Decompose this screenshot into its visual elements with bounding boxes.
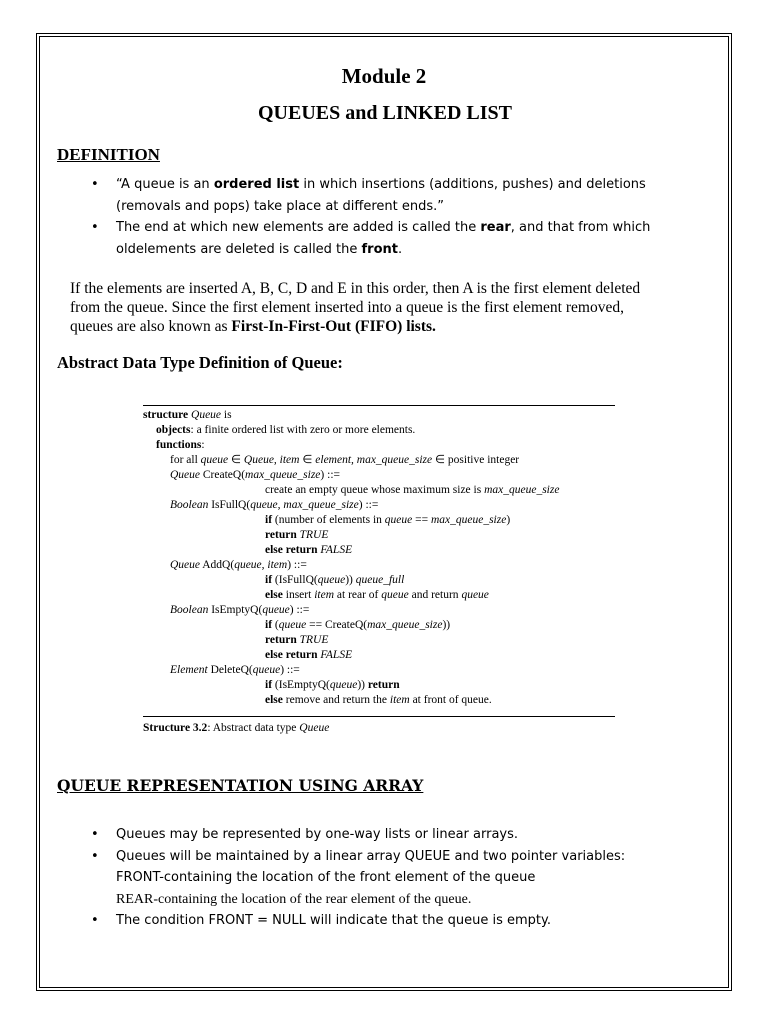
structure-line: else return FALSE bbox=[265, 649, 353, 661]
bullet-icon: • bbox=[91, 848, 99, 864]
structure-line: Boolean IsEmptyQ(queue) ::= bbox=[170, 604, 310, 616]
bullet-icon: • bbox=[91, 177, 99, 192]
structure-line: else return FALSE bbox=[265, 544, 353, 556]
structure-line: if (queue == CreateQ(max_queue_size)) bbox=[265, 619, 451, 631]
fifo-paragraph: If the elements are inserted A, B, C, D and E in this order, then A is the first element deleted from the queue. Since the first element inserted into a queue is the first element removed, queues are also known as First-In-First-Out (FIFO) lists. bbox=[70, 280, 641, 335]
bullet-icon: • bbox=[91, 913, 99, 928]
structure-line: Queue CreateQ(max_queue_size) ::= bbox=[170, 469, 341, 481]
adt-heading: Abstract Data Type Definition of Queue: bbox=[57, 353, 343, 372]
structure-line: for all queue ∈ Queue, item ∈ element, max_queue_size ∈ positive integer bbox=[170, 454, 520, 466]
structure-line: Boolean IsFullQ(queue, max_queue_size) ::= bbox=[170, 499, 379, 511]
list-item: • “A queue is an ordered list in which insertions (additions, pushes) and deletions (removals and pops) take place at different ends.” bbox=[88, 174, 650, 217]
structure-line: return TRUE bbox=[265, 529, 329, 541]
main-title: QUEUES and LINKED LIST bbox=[258, 102, 512, 124]
queue-representation-list bbox=[88, 824, 625, 932]
structure-line: objects: a finite ordered list with zero or more elements. bbox=[156, 424, 416, 436]
list-item: • Queues may be represented by one-way lists or linear arrays. bbox=[88, 824, 625, 846]
list-item: • The condition FRONT = NULL will indicate that the queue is empty. bbox=[88, 910, 625, 932]
bullet-icon: • bbox=[91, 827, 99, 842]
definition-heading: DEFINITION bbox=[57, 145, 160, 164]
structure-line: if (IsFullQ(queue)) queue_full bbox=[265, 574, 405, 586]
module-title: Module 2 bbox=[341, 64, 427, 88]
figure-bottom-rule bbox=[143, 716, 615, 717]
figure-caption: Structure 3.2: Abstract data type Queue bbox=[143, 722, 330, 734]
structure-line: functions: bbox=[156, 439, 205, 451]
structure-line: else remove and return the item at front of queue. bbox=[265, 694, 492, 706]
list-item: • The end at which new elements are added is called the rear, and that from which oldelements are deleted is called the front. bbox=[88, 217, 650, 260]
structure-line: return TRUE bbox=[265, 634, 329, 646]
definition-list bbox=[88, 174, 650, 260]
structure-line: structure Queue is bbox=[143, 409, 232, 421]
structure-line: if (IsEmptyQ(queue)) return bbox=[265, 679, 400, 691]
structure-line: Element DeleteQ(queue) ::= bbox=[170, 664, 300, 676]
list-item: • Queues will be maintained by a linear array QUEUE and two pointer variables: FRONT-containing the location of the front element of the queue REAR-containing the location of the rear element of the queue. bbox=[88, 846, 625, 911]
structure-line: Queue AddQ(queue, item) ::= bbox=[170, 559, 307, 571]
bullet-icon: • bbox=[91, 220, 99, 235]
structure-line: if (number of elements in queue == max_queue_size) bbox=[265, 514, 511, 526]
queue-representation-heading: QUEUE REPRESENTATION USING ARRAY bbox=[57, 776, 424, 795]
structure-line: else insert item at rear of queue and return queue bbox=[265, 589, 489, 601]
structure-line: create an empty queue whose maximum size is max_queue_size bbox=[265, 484, 560, 496]
figure-top-rule bbox=[143, 405, 615, 406]
